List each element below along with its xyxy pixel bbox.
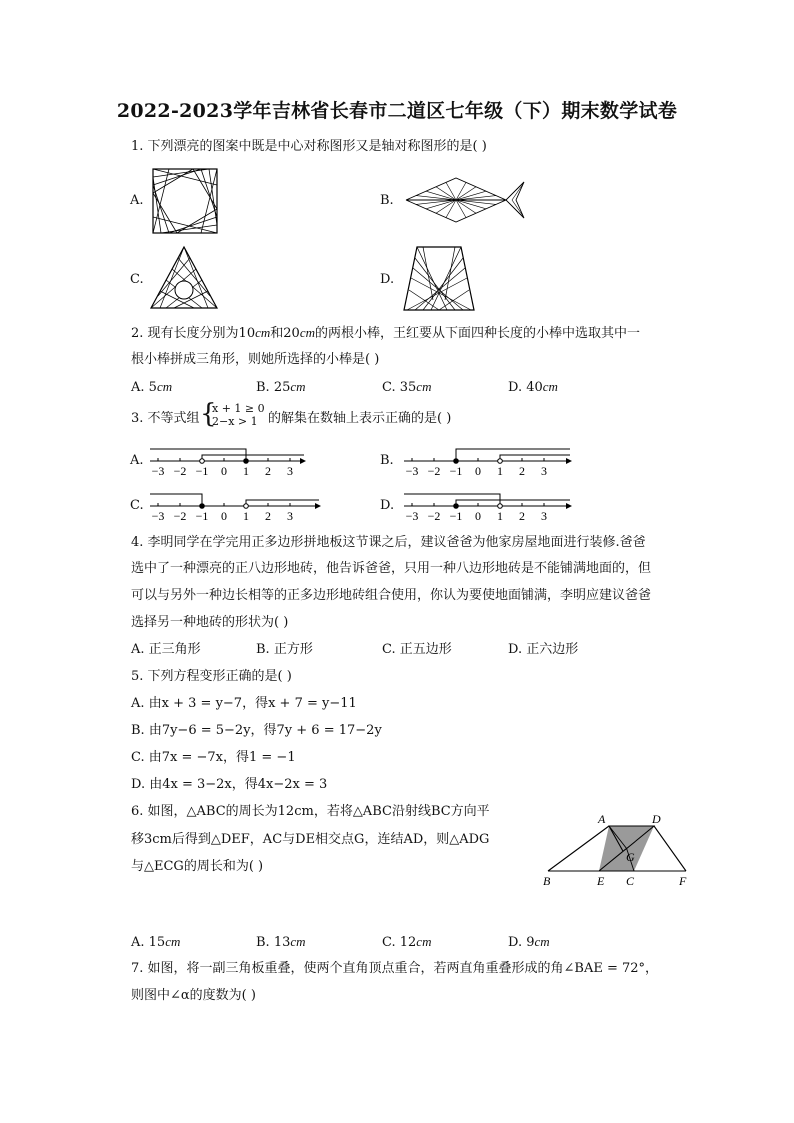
q6-label-f: F (679, 874, 687, 888)
q5-option-a[interactable]: A. 由x + 3 = y−7，得x + 7 = y−11 (131, 696, 357, 711)
q3-tick-label: 1 (243, 509, 249, 523)
q3-solid-dot (454, 504, 459, 509)
q4-option-c[interactable]: C. 正五边形 (382, 642, 452, 657)
q3-tick-label: −1 (195, 509, 209, 523)
q3-tick-label: 0 (475, 464, 481, 478)
q6-label-d: D (652, 812, 661, 826)
q3-tick-label: 0 (221, 464, 227, 478)
q3-tick-label: 2 (519, 509, 525, 523)
q6-label-b: B (543, 874, 551, 888)
q6-label-g: G (626, 850, 635, 864)
q3-solution-ray (202, 455, 304, 461)
q1-figure-c (150, 246, 218, 310)
q3-option-c-label[interactable]: C. (130, 498, 144, 513)
q2-text-e: 的两根小棒，王红要从下面四种长度的小棒中选取其中一 (315, 326, 641, 341)
q3-hollow-dot (498, 504, 503, 509)
q3-solution-ray (500, 455, 570, 461)
q6-option-b-label: B. 13 (256, 935, 291, 950)
q3-tick-label: 1 (243, 464, 249, 478)
q3-tick-label: 2 (265, 464, 271, 478)
q3-numberline-a (146, 439, 306, 479)
q2-option-b[interactable] (256, 378, 306, 397)
q2-text-a: 2. 现有长度分别为 (131, 326, 239, 341)
q6-option-b-unit: cm (290, 934, 306, 949)
q2-unit-a: cm (255, 325, 271, 340)
page-title: 2022-2023学年吉林省长春市二道区七年级（下）期末数学试卷 (116, 100, 678, 122)
q2-option-d-label: D. 40 (508, 380, 543, 395)
q4-option-a[interactable]: A. 正三角形 (131, 642, 201, 657)
q6-option-a[interactable] (131, 933, 180, 952)
q1-option-d-label[interactable]: D. (380, 272, 395, 287)
q3-numberline-d (400, 484, 572, 524)
q7-line-1: 7. 如图，将一副三角板重叠，使两个直角顶点重合，若两直角重叠形成的角∠BAE = 72°， (131, 961, 659, 976)
q3-option-a-label[interactable]: A. (130, 453, 144, 468)
q3-tick-label: −3 (405, 464, 419, 478)
q3-tick-label: 1 (497, 509, 503, 523)
q1-figure-d (403, 246, 475, 312)
q3-brace: { (200, 399, 217, 429)
q3-suffix: 的解集在数轴上表示正确的是( ) (268, 411, 452, 426)
q3-solution-ray (456, 500, 570, 506)
q5-option-b[interactable]: B. 由7y−6 = 5−2y，得7y + 6 = 17−2y (131, 723, 382, 738)
q7-line-2: 则图中∠α的度数为( ) (131, 988, 256, 1003)
q6-line-2: 移3cm后得到△DEF，AC与DE相交点G，连结AD，则△ADG (131, 832, 490, 847)
q4-option-d[interactable]: D. 正六边形 (508, 642, 579, 657)
q3-option-b-label[interactable]: B. (380, 453, 394, 468)
q6-option-d[interactable] (508, 933, 550, 952)
q6-label-e: E (597, 874, 605, 888)
q3-hollow-dot (244, 504, 249, 509)
q3-prefix: 3. 不等式组 (131, 411, 200, 426)
q3-hollow-dot (498, 459, 503, 464)
q3-solid-dot (200, 504, 205, 509)
q5-option-c[interactable]: C. 由7x = −7x，得1 = −1 (131, 750, 296, 765)
q3-tick-label: −1 (449, 464, 463, 478)
q6-option-d-label: D. 9 (508, 935, 535, 950)
q3-tick-label: −3 (151, 464, 165, 478)
q1-stem: 1. 下列漂亮的图案中既是中心对称图形又是轴对称图形的是( ) (131, 139, 487, 154)
q1-figure-b (404, 176, 526, 224)
q1-option-c-label[interactable]: C. (130, 272, 144, 287)
q4-line-2: 选中了一种漂亮的正八边形地砖，他告诉爸爸，只用一种八边形地砖是不能铺满地面的，但 (131, 561, 652, 576)
q2-option-a[interactable] (131, 378, 172, 397)
q3-tick-label: −1 (195, 464, 209, 478)
q4-line-3: 可以与另外一种边长相等的正多边形地砖组合使用，你认为要使地面铺满，李明应建议爸爸 (131, 588, 652, 603)
q3-tick-label: 3 (541, 464, 547, 478)
q2-option-d-unit: cm (542, 379, 558, 394)
q6-option-c-label: C. 12 (382, 935, 417, 950)
q6-figure (538, 812, 698, 890)
q2-line2: 根小棒拼成三角形，则她所选择的小棒是( ) (131, 352, 380, 367)
q3-tick-label: 0 (221, 509, 227, 523)
q3-tick-label: 2 (265, 509, 271, 523)
q6-label-c: C (626, 874, 635, 888)
q3-solid-dot (244, 459, 249, 464)
q2-line1 (131, 324, 640, 343)
q6-option-c[interactable] (382, 933, 431, 952)
q6-line-1: 6. 如图，△ABC的周长为12cm，若将△ABC沿射线BC方向平 (131, 804, 490, 819)
q2-option-b-unit: cm (290, 379, 306, 394)
q1-figure-a (152, 168, 218, 234)
q3-tick-label: −3 (151, 509, 165, 523)
q6-option-a-label: A. 15 (131, 935, 166, 950)
q2-option-a-label: A. 5 (131, 380, 157, 395)
q4-line-4: 选择另一种地砖的形状为( ) (131, 615, 289, 630)
q2-len-a: 10 (238, 326, 256, 341)
q6-line-3: 与△ECG的周长和为( ) (131, 859, 264, 874)
q5-stem: 5. 下列方程变形正确的是( ) (131, 669, 292, 684)
q2-len-b: 20 (283, 326, 300, 341)
q3-ineq-1: x + 1 ≥ 0 (212, 402, 265, 415)
q3-tick-label: −2 (173, 464, 187, 478)
q6-option-d-unit: cm (534, 934, 550, 949)
q2-option-d[interactable] (508, 378, 558, 397)
q1-option-a-label[interactable]: A. (130, 193, 144, 208)
q1-option-b-label[interactable]: B. (380, 193, 394, 208)
q2-option-c-label: C. 35 (382, 380, 417, 395)
q3-tick-label: −2 (173, 509, 187, 523)
q3-numberline-b (400, 439, 572, 479)
q3-tick-label: −2 (427, 464, 441, 478)
q3-tick-label: 1 (497, 464, 503, 478)
q2-unit-b: cm (299, 325, 315, 340)
q3-option-d-label[interactable]: D. (380, 498, 395, 513)
q3-tick-label: 0 (475, 509, 481, 523)
q3-solid-dot (454, 459, 459, 464)
q2-option-a-unit: cm (156, 379, 173, 394)
q3-tick-label: 3 (287, 509, 293, 523)
q3-solution-ray (246, 500, 319, 506)
q2-option-c[interactable] (382, 378, 431, 397)
q3-hollow-dot (200, 459, 205, 464)
q3-tick-label: −3 (405, 509, 419, 523)
q3-numberline-c (146, 484, 321, 524)
q2-text-c: 和 (270, 326, 284, 341)
q3-tick-label: 2 (519, 464, 525, 478)
q3-tick-label: −2 (427, 509, 441, 523)
q2-option-c-unit: cm (416, 379, 432, 394)
q6-option-a-unit: cm (165, 934, 181, 949)
q4-option-b[interactable]: B. 正方形 (256, 642, 313, 657)
q5-option-d[interactable]: D. 由4x = 3−2x，得4x−2x = 3 (131, 777, 328, 792)
q3-tick-label: 3 (541, 509, 547, 523)
q2-option-b-label: B. 25 (256, 380, 291, 395)
q4-line-1: 4. 李明同学在学完用正多边形拼地板这节课之后，建议爸爸为他家房屋地面进行装修.爸爸 (131, 535, 646, 550)
q6-option-b[interactable] (256, 933, 306, 952)
q3-ineq-2: 2−x > 1 (212, 415, 258, 428)
q3-tick-label: 3 (287, 464, 293, 478)
q6-option-c-unit: cm (416, 934, 432, 949)
q3-tick-label: −1 (449, 509, 463, 523)
q6-label-a: A (598, 812, 606, 826)
